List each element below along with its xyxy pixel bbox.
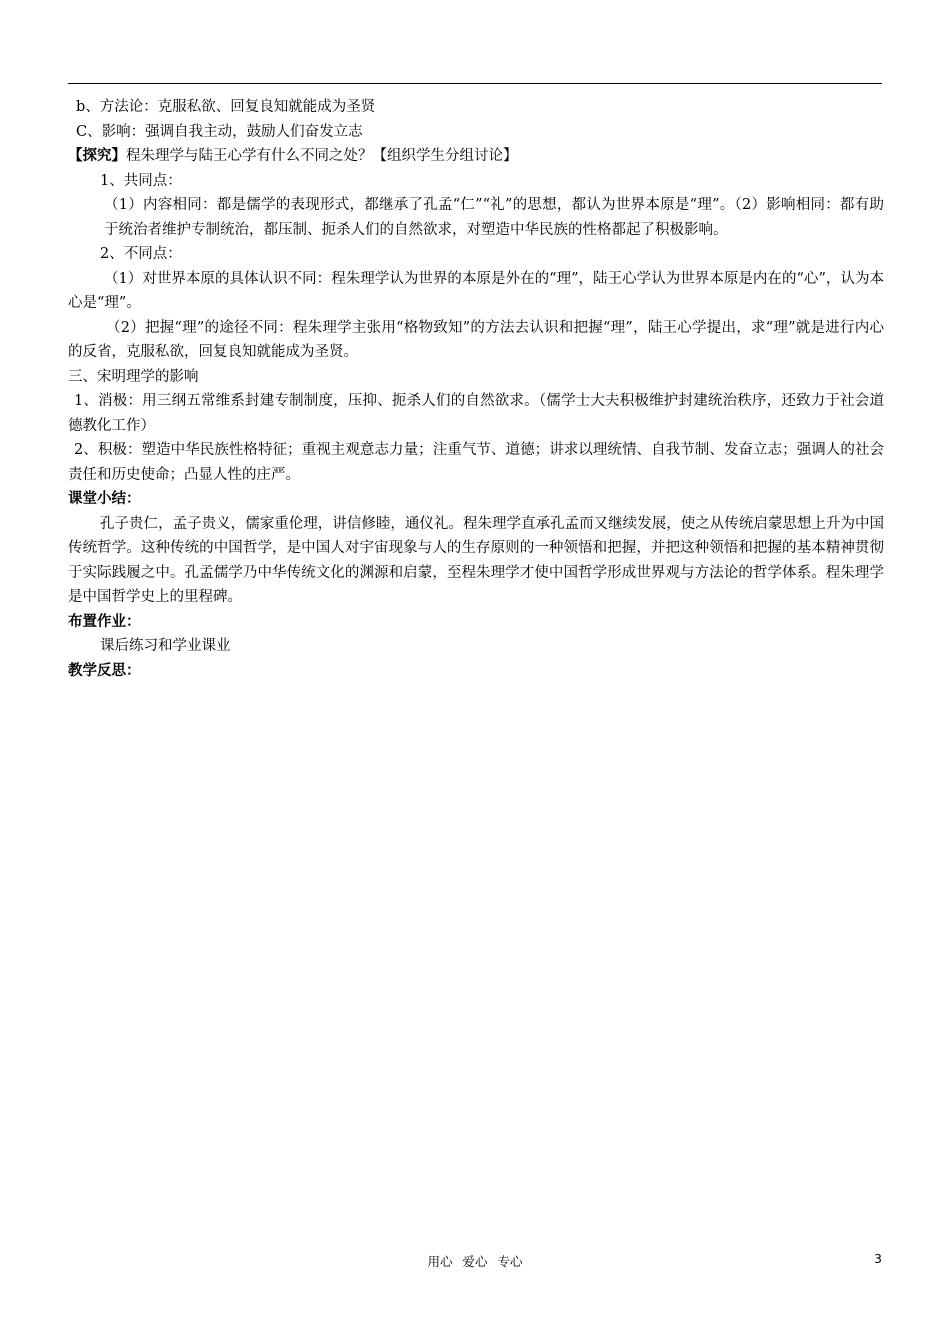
common-points-title: 1、共同点： — [100, 172, 182, 189]
explore-label: 【探究】 — [68, 148, 126, 164]
page-content — [68, 95, 884, 683]
common-points-body: （1）内容相同：都是儒学的表现形式，都继承了孔孟“仁”“礼”的思想，都认为世界本原是“理”。（2）影响相同：都有助于统治者维护专制统治，都压制、扼杀人们的自然欲求，对塑造中华民族的性格都起了积极影响。 — [104, 197, 884, 238]
influence-positive: 2、积极：塑造中华民族性格特征；重视主观意志力量；注重气节、道德；讲求以理统情、自我节制、发奋立志；强调人的社会责任和历史使命；凸显人性的庄严。 — [68, 442, 884, 483]
footer-motto: 用心 爱心 专心 — [427, 1254, 523, 1269]
influence-negative: 1、消极：用三纲五常维系封建专制制度，压抑、扼杀人们的自然欲求。（儒学士大夫积极维护封建统治秩序，还致力于社会道德教化工作） — [68, 393, 884, 434]
difference-2: （2）把握“理”的途径不同：程朱理学主张用“格物致知”的方法去认识和把握“理”，陆王心学提出，求“理”就是进行内心的反省，克服私欲，回复良知就能成为圣贤。 — [68, 319, 884, 360]
section-three-heading: 三、宋明理学的影响 — [68, 368, 199, 385]
homework-heading: 布置作业： — [68, 613, 141, 630]
differences-title: 2、不同点： — [100, 246, 182, 262]
line-method: b、方法论：克服私欲、回复良知就能成为圣贤 — [76, 99, 376, 115]
reflection-heading: 教学反思： — [68, 662, 141, 679]
explore-question: 程朱理学与陆王心学有什么不同之处？【组织学生分组讨论】 — [126, 148, 518, 164]
summary-heading: 课堂小结： — [68, 491, 141, 507]
explore-paragraph — [68, 144, 884, 169]
difference-1: （1）对世界本原的具体认识不同：程朱理学认为世界的本原是外在的“理”，陆王心学认为世界本原是内在的“心”，认为本心是“理”。 — [68, 270, 884, 311]
homework-body: 课后练习和学业课业 — [100, 638, 231, 654]
header-rule — [68, 83, 882, 84]
line-influence: C、影响：强调自我主动，鼓励人们奋发立志 — [76, 123, 363, 140]
page-number: 3 — [874, 1251, 882, 1266]
summary-body: 孔子贵仁，孟子贵义，儒家重伦理，讲信修睦，通仪礼。程朱理学直承孔孟而又继续发展，使之从传统启蒙思想上升为中国传统哲学。这种传统的中国哲学，是中国人对宇宙现象与人的生存原则的一种领悟和把握，并把这种领悟和把握的基本精神贯彻于实际践履之中。孔孟儒学乃中华传统文化的渊源和启蒙，至程朱理学才使中国哲学形成世界观与方法论的哲学体系。程朱理学是中国哲学史上的里程碑。 — [68, 515, 884, 605]
